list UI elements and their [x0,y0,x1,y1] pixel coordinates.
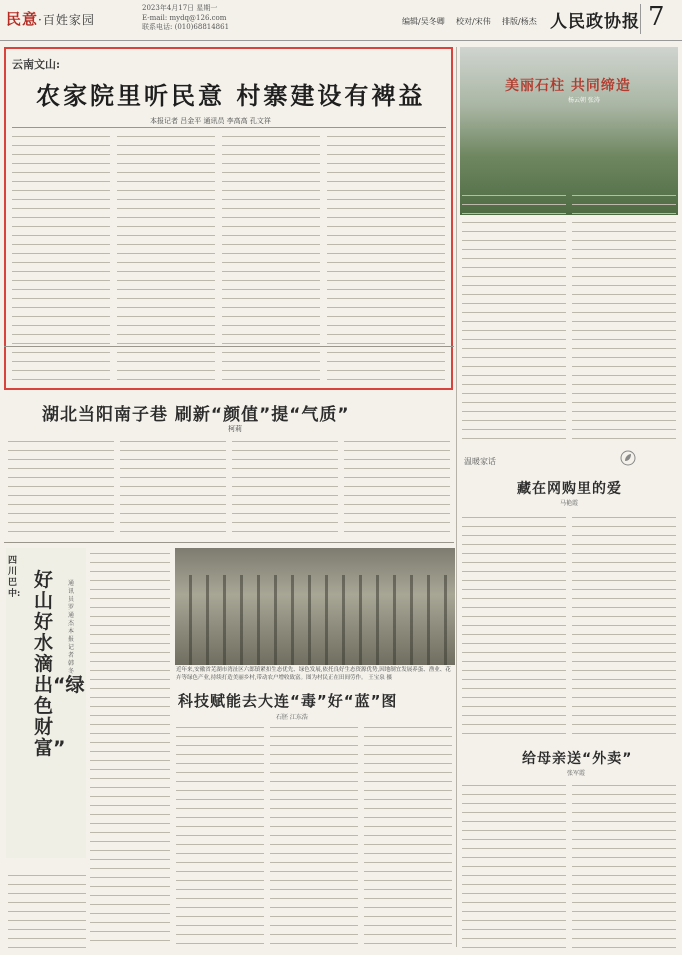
column-tag: 温暖家话 [464,457,496,466]
sidebar-byline: 通讯员 罗通杰 本报记者 韩冬 [68,580,75,675]
tech-body-col1 [176,722,264,950]
section-name: ·百姓家园 [38,13,95,27]
section-logo-text: 民意 [6,10,39,28]
proofreader-credit: 校对/宋伟 [456,17,491,26]
middle-body-col1 [8,436,114,538]
middle-body-col3 [232,436,338,538]
tech-headline[interactable]: 科技赋能去大连“毒”好“蓝”图 [178,692,398,710]
photo-credit: 杨云朝 张涛 [568,97,600,104]
photo-caption: 近年来,安徽省芜湖市湾沚区六郎镇紧扣生态优先、绿色发展,依托良好生态资源优势,因地制宜发展养蛋、渔业、花卉等绿色产业,持续打造美丽乡村,带动农户增收致富。图为村民正在田间劳作。 王宝泉 摄 [176,667,451,681]
essay-headline-2[interactable]: 给母亲送“外卖” [522,751,633,767]
essay-byline-1: 马艳霞 [560,500,579,507]
sidebar-headline[interactable]: 好山好水滴出“绿色财富” [34,569,85,759]
page-number: 7 [648,2,665,32]
lead-byline: 本报记者 吕金平 通讯员 李高高 孔文祥 [150,117,271,125]
email-line: E-mail: mydq@126.com [142,13,227,22]
middle-headline[interactable]: 湖北当阳南子巷 刷新“颜值”提“气质” [42,405,350,425]
essay-byline-2: 张军霞 [567,770,586,777]
contact-info [142,4,229,33]
right-body-col2 [572,190,676,442]
layout-credit: 排版/杨杰 [502,17,537,26]
column-divider [456,47,457,947]
tech-body-col2 [270,722,358,950]
photo-field-rows [175,575,455,665]
phone-line: 联系电话: (010)68814861 [142,23,230,31]
middle-byline: 柯莉 [228,425,242,433]
tech-body-col3 [364,722,452,950]
middle-body-col4 [344,436,450,538]
leaf-icon [620,450,636,466]
page-number-divider [640,4,641,34]
essay1-body-col2 [572,512,676,738]
essay-headline-1[interactable]: 藏在网购里的爱 [517,481,622,497]
sidebar-body [90,548,170,948]
date-line: 2023年4月17日 星期一 [142,4,218,12]
section-logo [6,8,95,29]
middle-bottom-rule [4,542,454,543]
essay2-body-col2 [572,780,676,948]
lead-rule [12,127,446,128]
tech-byline: 石胚 江东浩 [276,714,308,721]
right-body-col1 [462,190,566,442]
sidebar-body-bottom [8,870,86,948]
middle-body-col2 [120,436,226,538]
essay1-body-col1 [462,512,566,738]
essay2-body-col1 [462,780,566,948]
middle-top-rule [4,346,454,347]
lead-headline[interactable]: 农家院里听民意 村寨建设有裨益 [36,82,426,110]
paper-name: 人民政协报 [550,12,640,32]
sidebar-kicker: 四川巴中: [8,556,21,599]
photo-title[interactable]: 美丽石柱 共同缔造 [505,78,631,94]
lead-kicker: 云南文山: [12,58,61,71]
editor-credit: 编辑/吴冬卿 [402,17,445,26]
